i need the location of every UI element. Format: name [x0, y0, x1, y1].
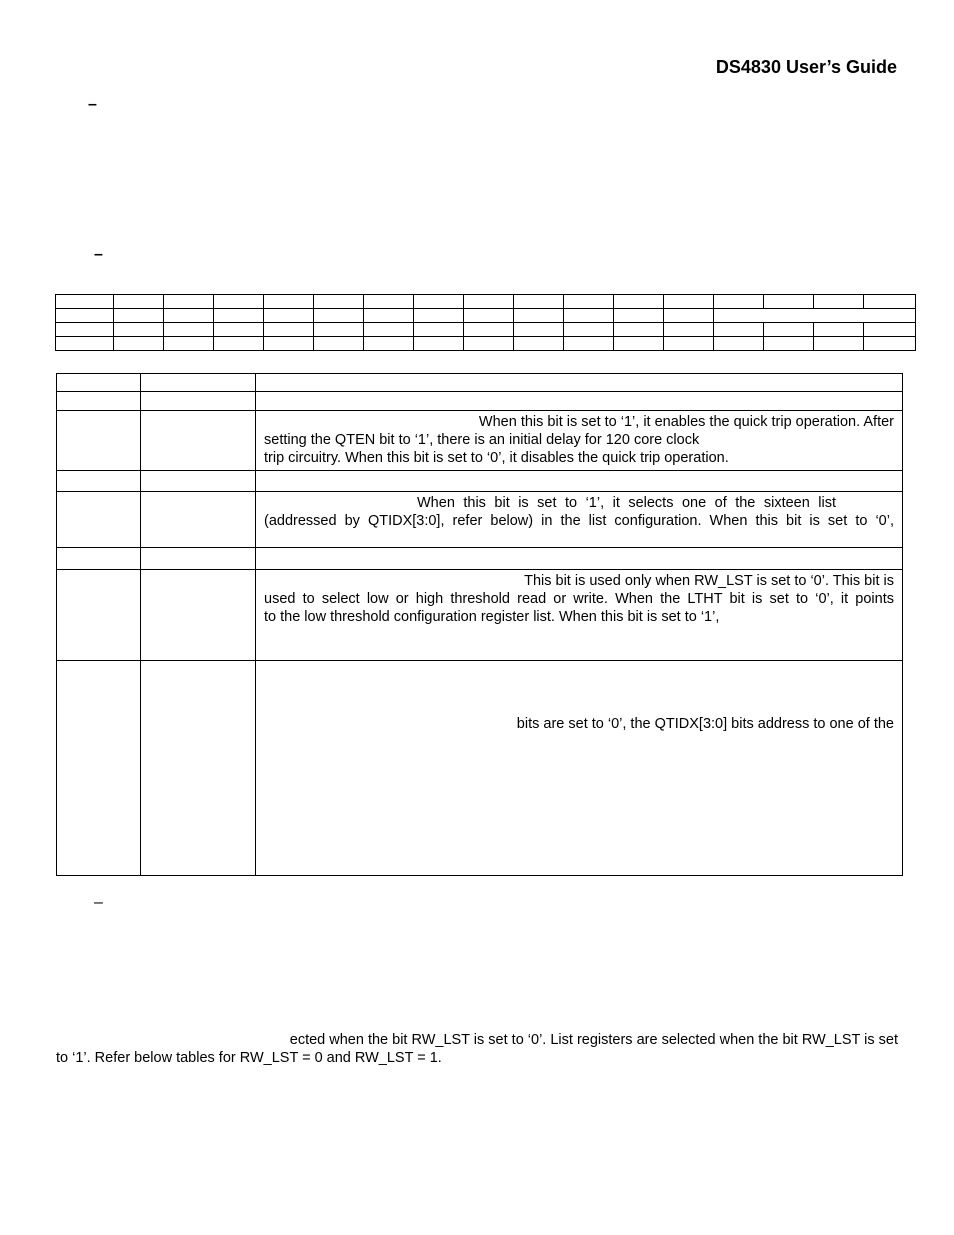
rw-lst-description: [256, 492, 903, 548]
bit-description-table: [56, 373, 903, 876]
page-header-title: DS4830 User’s Guide: [715, 57, 897, 77]
section-dash-1: –: [88, 96, 97, 113]
qten-description: [256, 411, 903, 471]
desc-row-rw-lst: [57, 492, 903, 548]
ltht-line-2: used to select low or high threshold read or write. When the LTHT bit is set to ‘0’, it points: [264, 591, 894, 607]
list-selection-paragraph: [56, 1031, 898, 1067]
desc-row-qtidx: [57, 661, 903, 876]
desc-row-15: [57, 392, 903, 411]
register-bit-table: [55, 294, 916, 351]
qten-line-2: setting the QTEN bit to ‘1’, there is an initial delay for 120 core clock: [264, 432, 700, 448]
ltht-line-3: to the low threshold configuration register list. When this bit is set to ‘1’,: [264, 609, 720, 625]
paragraph-line-2: to ‘1’. Refer below tables for RW_LST = 0 and RW_LST = 1.: [56, 1050, 442, 1066]
desc-row-reserved-1: [57, 471, 903, 492]
ltht-line-1: This bit is used only when RW_LST is set to ‘0’. This bit is: [524, 573, 894, 589]
qten-line-1: When this bit is set to ‘1’, it enables the quick trip operation. After: [478, 414, 894, 430]
section-dash-3: –: [94, 894, 103, 911]
qtidx-line-1: bits are set to ‘0’, the QTIDX[3:0] bits address to one of the: [516, 716, 894, 732]
desc-row-qten: [57, 411, 903, 471]
desc-header-row: [57, 374, 903, 392]
desc-row-reserved-2: [57, 548, 903, 570]
rw-lst-line-1: When this bit is set to ‘1’, it selects one of the sixteen list: [417, 495, 836, 511]
register-row-access: [56, 337, 916, 351]
desc-row-ltht: [57, 570, 903, 661]
qten-line-3: trip circuitry. When this bit is set to ‘0’, it disables the quick trip operation.: [264, 450, 729, 466]
paragraph-line-1: ected when the bit RW_LST is set to ‘0’. List registers are selected when the bit RW_LST is set: [289, 1032, 898, 1048]
register-row-bits: [56, 295, 916, 309]
rw-lst-line-2: (addressed by QTIDX[3:0], refer below) in the list configuration. When this bit is set to ‘0’,: [264, 513, 894, 529]
ltht-description: [256, 570, 903, 661]
register-row-names: [56, 309, 916, 323]
qtidx-description: [256, 661, 903, 876]
section-dash-2: –: [94, 246, 103, 263]
register-row-reset: [56, 323, 916, 337]
